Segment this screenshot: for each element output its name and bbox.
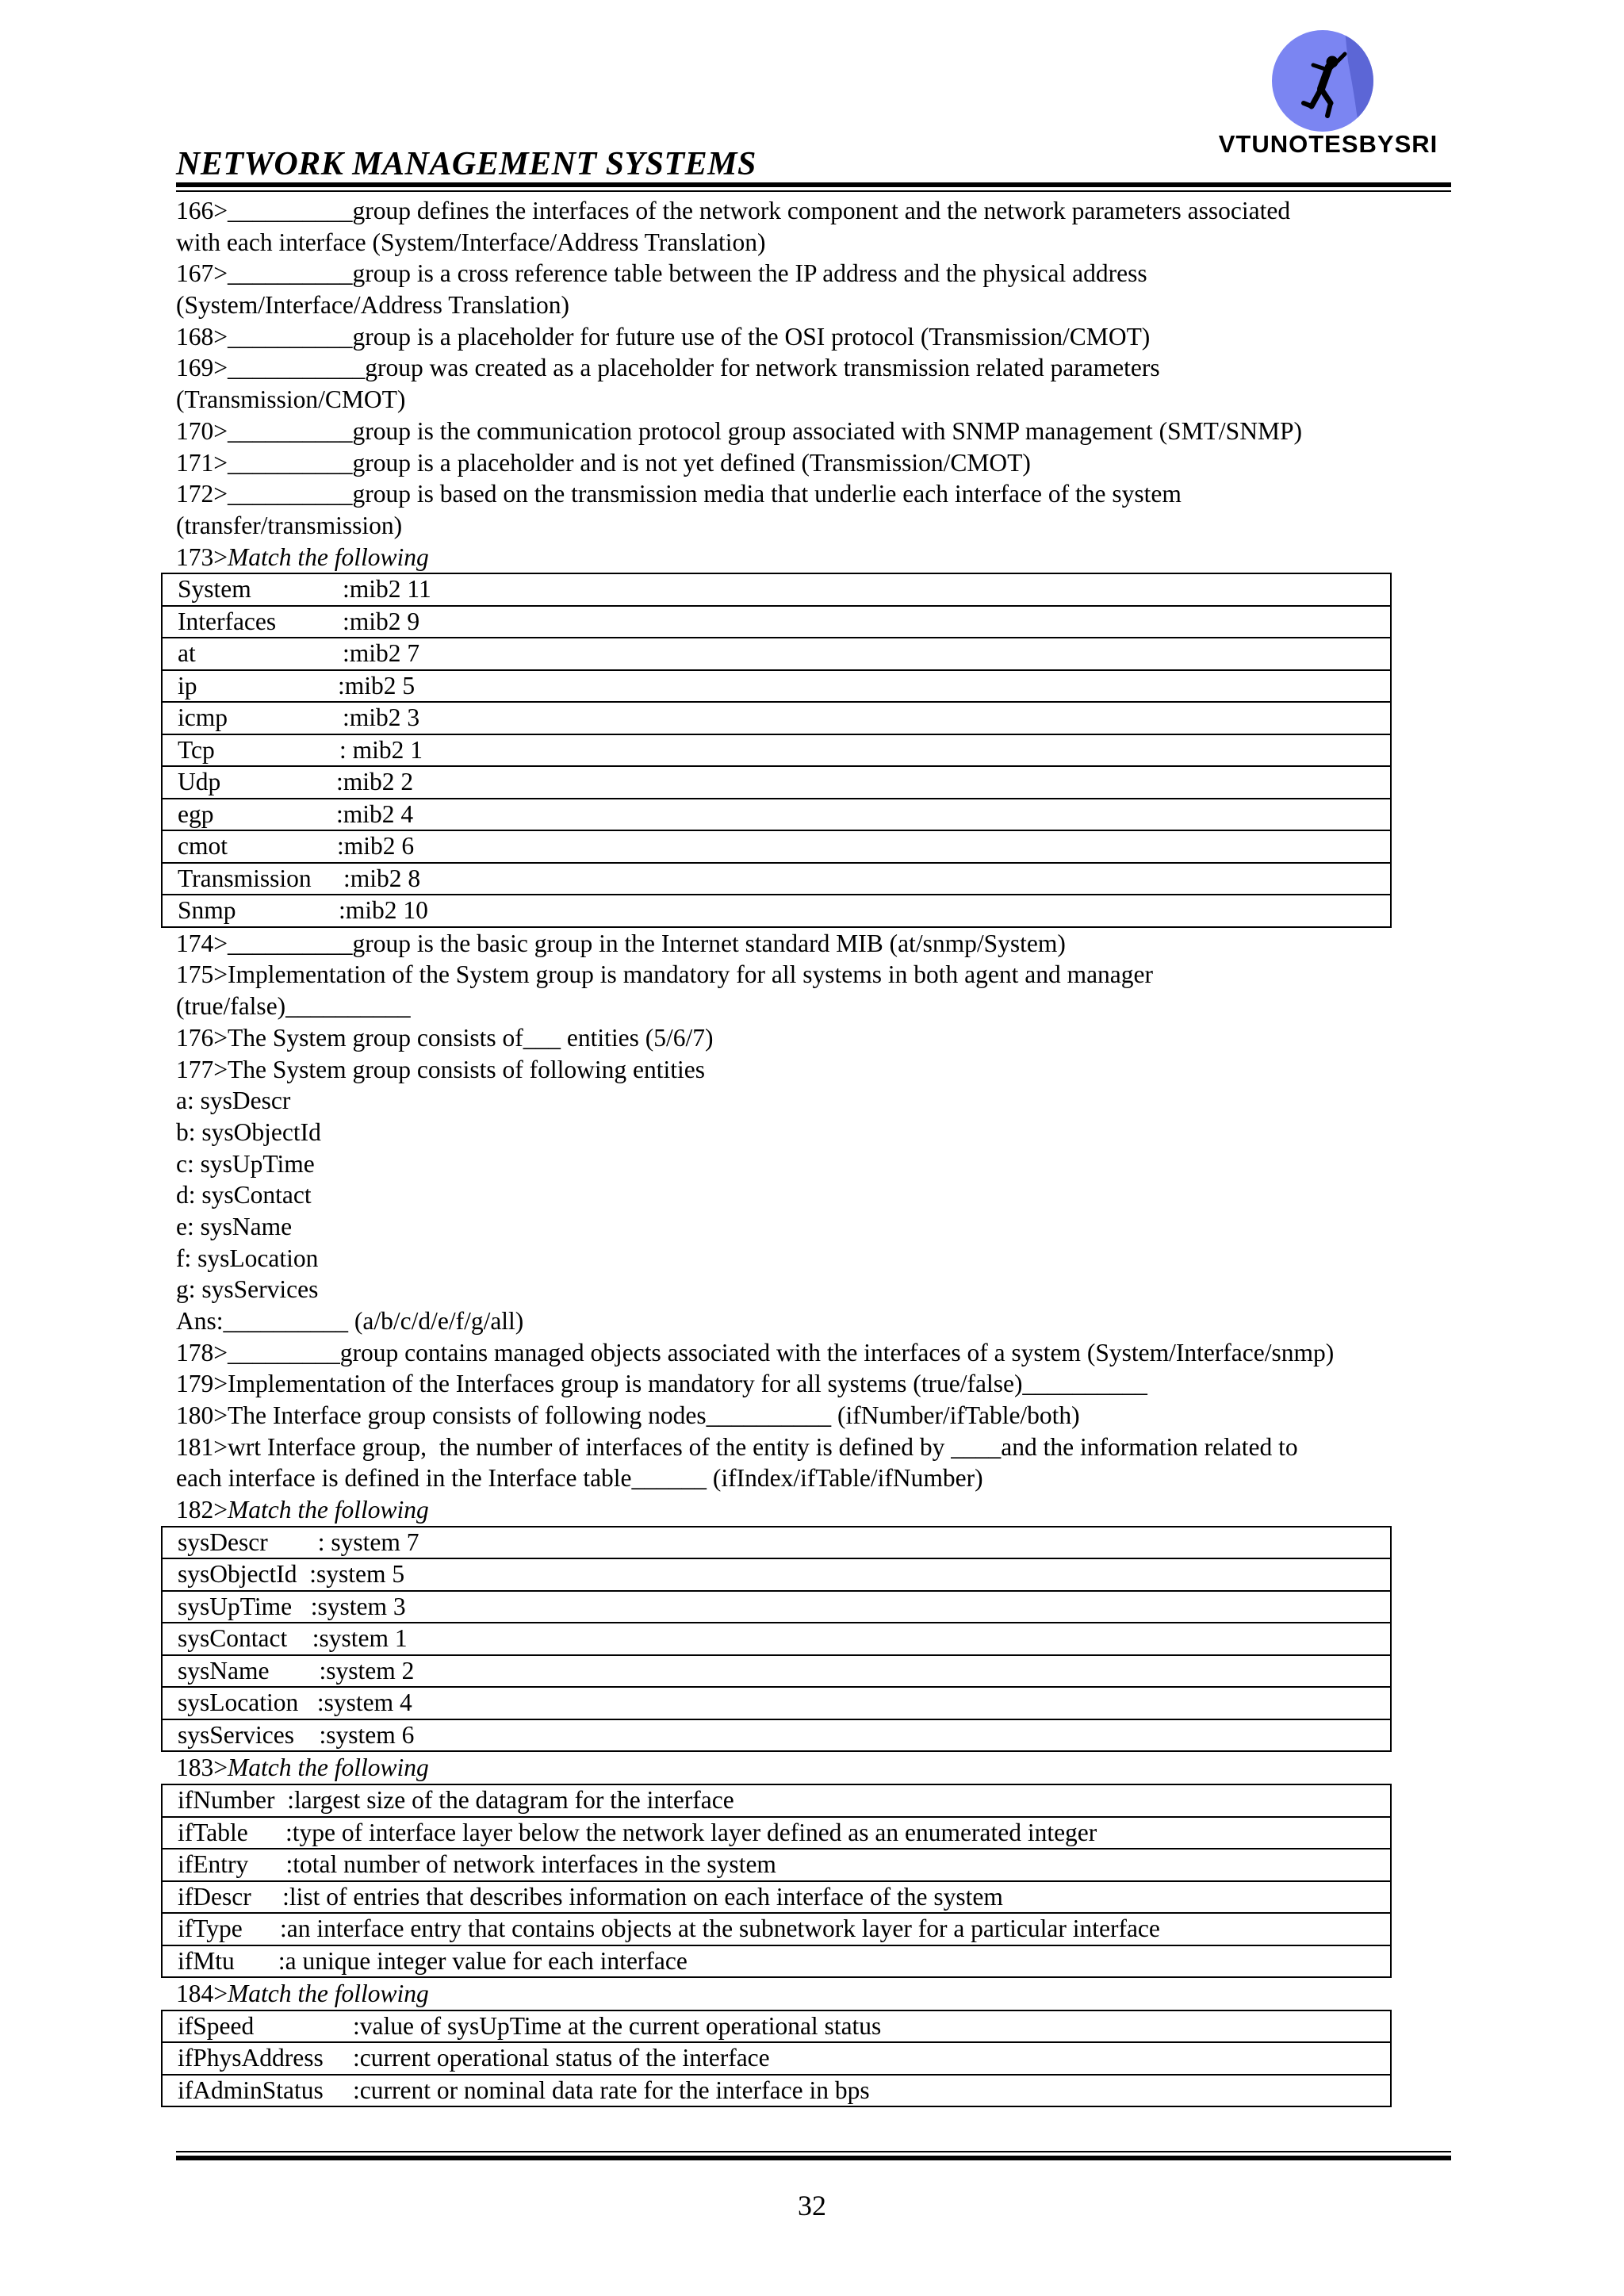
table-cell: System [178, 575, 251, 604]
table-row [162, 2075, 1391, 2107]
table-row [162, 606, 1391, 638]
table-row [162, 1945, 1391, 1978]
footer-rule-thin [176, 2151, 1451, 2152]
table-row [162, 1527, 1391, 1559]
table-row [162, 1913, 1391, 1945]
table-cell: :mib2 11 [343, 575, 431, 604]
text-line: 172>__________group is based on the transmission media that underlie each interface of the system [176, 480, 1182, 508]
table-cell: ifTable :type of interface layer below the network layer defined as an enumerated integer [162, 1817, 1391, 1849]
table-cell: :mib2 10 [339, 896, 428, 925]
table-row [162, 2042, 1391, 2075]
table-row [162, 1591, 1391, 1623]
text-line: 169>___________group was created as a placeholder for network transmission related parameters [176, 354, 1160, 382]
table-cell: sysName :system 2 [162, 1655, 1391, 1688]
table-row [162, 573, 1391, 606]
table-cell: ip [178, 671, 197, 700]
table-cell: ifSpeed [178, 2011, 255, 2040]
table-row [162, 702, 1391, 734]
text-line: a: sysDescr [176, 1087, 291, 1115]
table-row [162, 638, 1391, 670]
table-cell: :mib2 5 [338, 671, 416, 700]
text-line: 174>__________group is the basic group in the Internet standard MIB (at/snmp/System) [176, 929, 1066, 957]
table-row [162, 1881, 1391, 1914]
table-cell: sysObjectId :system 5 [162, 1558, 1391, 1591]
match-table-183 [161, 1784, 1392, 1978]
question-number: 182> [176, 1496, 228, 1524]
text-line: b: sysObjectId [176, 1117, 321, 1146]
table-row [162, 799, 1391, 831]
table-row [162, 1849, 1391, 1881]
table-cell: ifDescr :list of entries that describes information on each interface of the system [162, 1881, 1391, 1914]
question-number: 173> [176, 542, 228, 571]
table-cell: sysServices :system 6 [162, 1719, 1391, 1752]
question-label: Match the following [228, 542, 429, 571]
table-cell: :mib2 4 [336, 799, 414, 828]
table-cell: ifType :an interface entry that contains objects at the subnetwork layer for a particular interface [162, 1913, 1391, 1945]
table-row [162, 766, 1391, 799]
table-row [162, 670, 1391, 703]
table-cell: Snmp [178, 896, 236, 925]
table-cell: ifNumber :largest size of the datagram for the interface [162, 1784, 1391, 1817]
table-cell: Interfaces [178, 607, 277, 635]
brand-wordmark: VTUNOTESBYSRI [1218, 130, 1438, 158]
table-cell: ifMtu :a unique integer value for each interface [162, 1945, 1391, 1978]
table-cell: ifPhysAddress [178, 2044, 324, 2072]
match-table-184 [161, 2010, 1392, 2108]
text-line: (System/Interface/Address Translation) [176, 291, 570, 320]
table-cell: ifAdminStatus [178, 2076, 324, 2104]
text-line: g: sysServices [176, 1275, 319, 1304]
question-label: Match the following [228, 1754, 429, 1782]
table-row [162, 1623, 1391, 1655]
text-line: 181>wrt Interface group, the number of interfaces of the entity is defined by ____and the information related to [176, 1432, 1298, 1461]
table-cell: :mib2 8 [343, 864, 421, 892]
text-line: 167>__________group is a cross reference table between the IP address and the physical address [176, 259, 1147, 288]
question-184-heading [176, 1978, 1461, 2010]
page-number: 32 [798, 2190, 826, 2221]
text-line: Ans:__________ (a/b/c/d/e/f/g/all) [176, 1307, 524, 1335]
text-line: 171>__________group is a placeholder and is not yet defined (Transmission/CMOT) [176, 448, 1031, 477]
table-cell: :current operational status of the interface [353, 2044, 770, 2072]
text-line: (transfer/transmission) [176, 511, 403, 539]
table-cell: icmp [178, 703, 228, 732]
table-cell: at [178, 639, 196, 668]
text-line: 179>Implementation of the Interfaces group is mandatory for all systems (true/false)__________ [176, 1370, 1147, 1398]
table-row [162, 1558, 1391, 1591]
header-rule [176, 182, 1451, 187]
text-line: 175>Implementation of the System group is mandatory for all systems in both agent and manager [176, 960, 1154, 989]
question-173-heading [176, 542, 1461, 573]
page-header-title: NETWORK MANAGEMENT SYSTEMS [176, 146, 756, 182]
text-line: each interface is defined in the Interface table______ (ifIndex/ifTable/ifNumber) [176, 1464, 983, 1493]
climber-silhouette-icon [1272, 30, 1373, 132]
text-line: 168>__________group is a placeholder for future use of the OSI protocol (Transmission/CMOT) [176, 322, 1151, 351]
footer-rule [176, 2156, 1451, 2160]
questions-166-172 [176, 195, 1461, 542]
text-line: with each interface (System/Interface/Address Translation) [176, 228, 766, 256]
table-row [162, 863, 1391, 895]
text-line: 177>The System group consists of following entities [176, 1055, 705, 1083]
text-line: 176>The System group consists of___ entities (5/6/7) [176, 1023, 714, 1052]
climber-logo [1272, 30, 1373, 132]
table-cell: sysUpTime :system 3 [162, 1591, 1391, 1623]
table-cell: :mib2 2 [336, 768, 414, 796]
table-cell: :mib2 3 [343, 703, 420, 732]
table-row [162, 734, 1391, 767]
table-cell: Udp [178, 768, 221, 796]
table-cell: :value of sysUpTime at the current operational status [353, 2011, 882, 2040]
question-number: 183> [176, 1754, 228, 1782]
table-cell: sysContact :system 1 [162, 1623, 1391, 1655]
match-table-182 [161, 1526, 1392, 1753]
text-line: e: sysName [176, 1212, 293, 1240]
question-182-heading [176, 1494, 1461, 1526]
text-line: 178>_________group contains managed objects associated with the interfaces of a system (System/Interface/snmp) [176, 1338, 1335, 1366]
table-cell: Transmission [178, 864, 312, 892]
text-line: d: sysContact [176, 1181, 312, 1209]
table-cell: sysDescr : system 7 [162, 1527, 1391, 1559]
table-cell: egp [178, 799, 214, 828]
question-183-heading [176, 1752, 1461, 1784]
table-row [162, 1817, 1391, 1849]
text-line: (Transmission/CMOT) [176, 385, 406, 414]
text-line: 170>__________group is the communication protocol group associated with SNMP management (SMT/SNMP) [176, 416, 1302, 445]
table-row [162, 895, 1391, 927]
table-cell: sysLocation :system 4 [162, 1687, 1391, 1719]
header-rule-thin [176, 190, 1451, 192]
table-row [162, 2010, 1391, 2043]
question-label: Match the following [228, 1496, 429, 1524]
question-list [176, 195, 1461, 2107]
table-row [162, 1655, 1391, 1688]
table-row [162, 1719, 1391, 1752]
table-cell: cmot [178, 832, 228, 861]
text-line: c: sysUpTime [176, 1149, 315, 1178]
table-row [162, 1687, 1391, 1719]
question-number: 184> [176, 1980, 228, 2007]
table-cell: Tcp [178, 735, 215, 764]
text-line: 180>The Interface group consists of following nodes__________ (ifNumber/ifTable/both) [176, 1401, 1080, 1430]
table-row [162, 1784, 1391, 1817]
table-row [162, 830, 1391, 863]
match-table-173 [161, 573, 1392, 928]
table-cell: :mib2 7 [343, 639, 420, 668]
text-line: f: sysLocation [176, 1244, 319, 1272]
table-cell: : mib2 1 [339, 735, 423, 764]
table-cell: :current or nominal data rate for the interface in bps [353, 2076, 870, 2104]
text-line: 166>__________group defines the interfaces of the network component and the network parameters associated [176, 197, 1291, 224]
question-label: Match the following [228, 1980, 429, 2007]
table-cell: :mib2 9 [343, 607, 420, 635]
table-cell: :mib2 6 [337, 832, 415, 861]
table-cell: ifEntry :total number of network interfaces in the system [162, 1849, 1391, 1881]
text-line: (true/false)__________ [176, 992, 411, 1021]
questions-174-181 [176, 928, 1461, 1494]
